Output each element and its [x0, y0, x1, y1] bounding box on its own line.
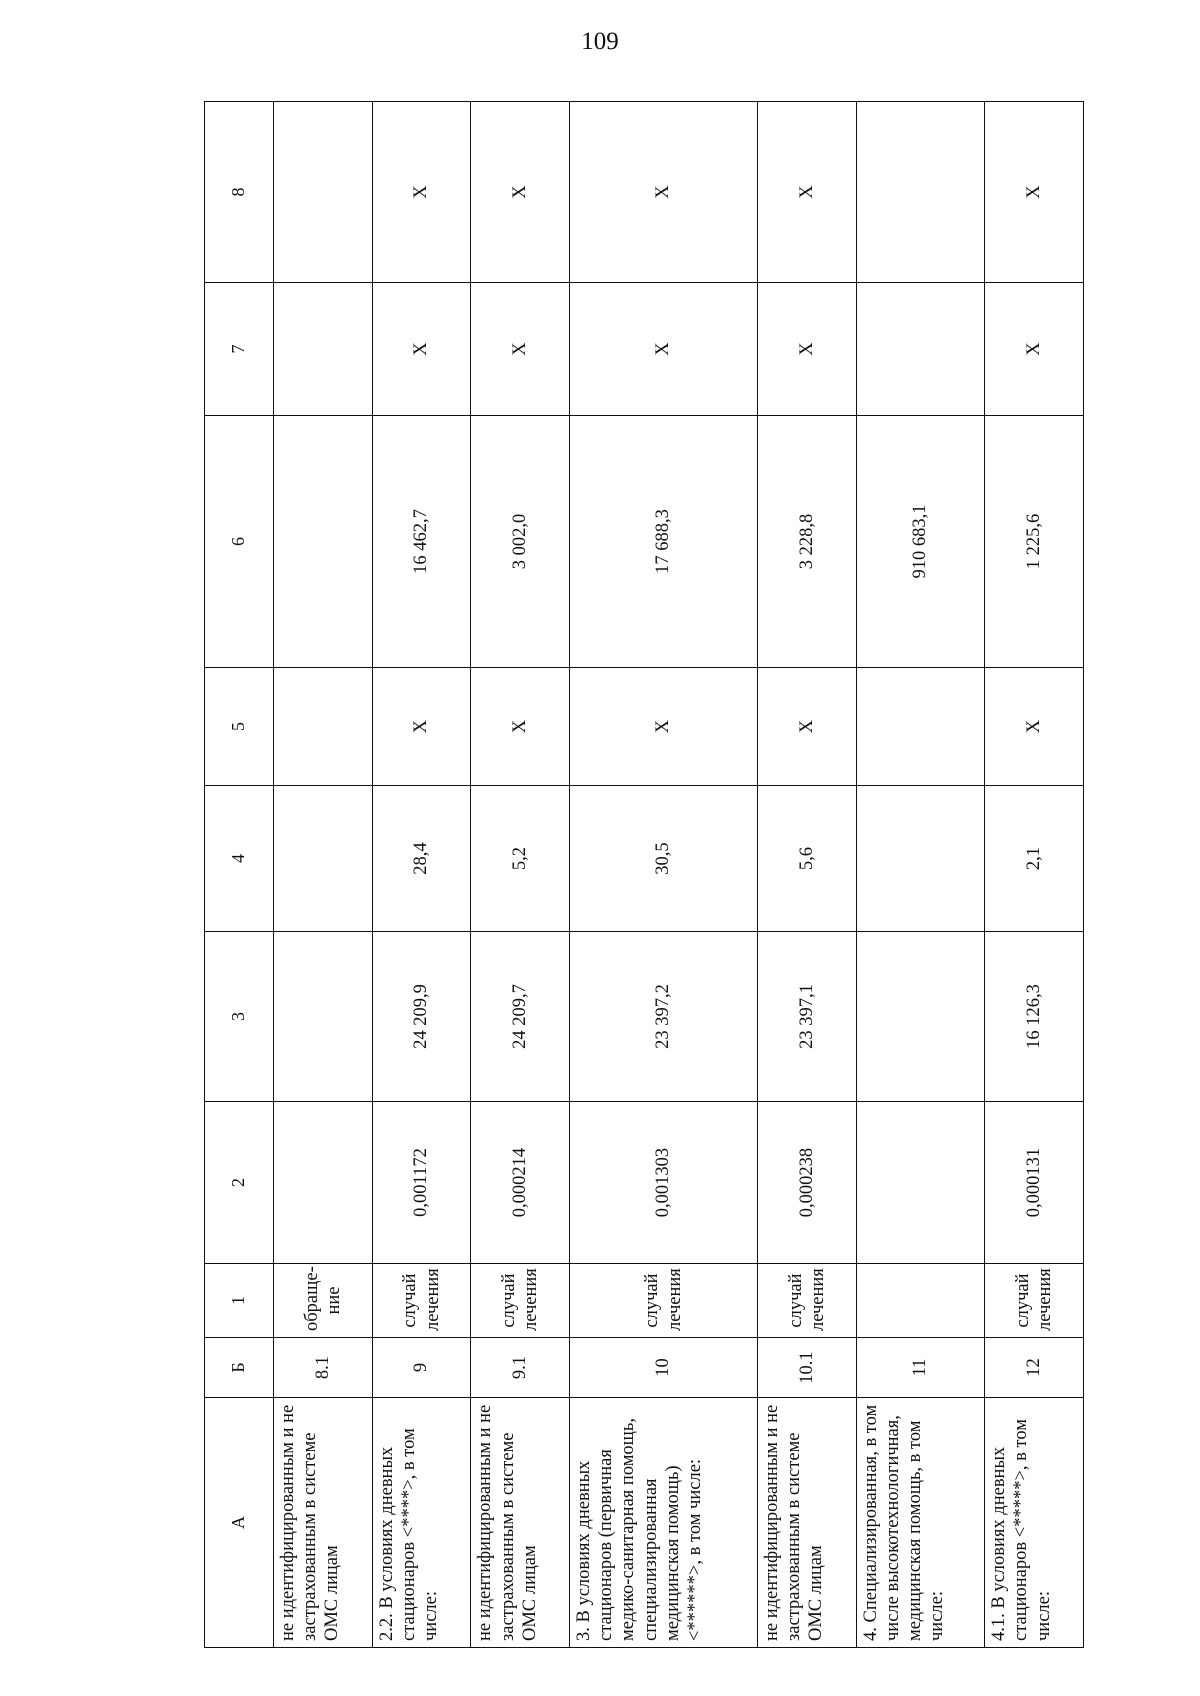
value-cell: X: [758, 102, 857, 283]
row-number: 9.1: [471, 1338, 570, 1398]
value-cell: [274, 102, 373, 283]
table-row: [985, 102, 1084, 1648]
unit-cell: случай лечения: [985, 1264, 1084, 1338]
column-header: 5: [205, 668, 274, 786]
unit-cell: обраще-ние: [274, 1264, 373, 1338]
value-cell: 23 397,2: [570, 932, 758, 1102]
value-cell: 3 002,0: [471, 416, 570, 668]
header-row: [205, 102, 274, 1648]
value-cell: X: [570, 102, 758, 283]
value-cell: X: [985, 102, 1084, 283]
value-cell: [856, 932, 984, 1102]
rotated-table-container: [204, 102, 1084, 1648]
column-header: 8: [205, 102, 274, 283]
row-description: 4.1. В условиях дневных стационаров <*****>, в том числе:: [985, 1398, 1084, 1648]
value-cell: [856, 102, 984, 283]
value-cell: 0,000131: [985, 1102, 1084, 1264]
value-cell: [274, 786, 373, 932]
page-number: 109: [581, 28, 619, 55]
unit-cell: случай лечения: [758, 1264, 857, 1338]
column-header: 7: [205, 283, 274, 416]
value-cell: 28,4: [372, 786, 471, 932]
value-cell: 2,1: [985, 786, 1084, 932]
column-header: 3: [205, 932, 274, 1102]
row-number: 10: [570, 1338, 758, 1398]
value-cell: [856, 668, 984, 786]
value-cell: 24 209,9: [372, 932, 471, 1102]
value-cell: [856, 283, 984, 416]
row-number: 11: [856, 1338, 984, 1398]
value-cell: [274, 416, 373, 668]
table-row: [471, 102, 570, 1648]
value-cell: 16 462,7: [372, 416, 471, 668]
value-cell: X: [985, 283, 1084, 416]
value-cell: 16 126,3: [985, 932, 1084, 1102]
row-description: не идентифицированным и не застрахованным в системе ОМС лицам: [274, 1398, 373, 1648]
value-cell: X: [758, 668, 857, 786]
value-cell: [856, 1102, 984, 1264]
table-row: [274, 102, 373, 1648]
column-header: Б: [205, 1338, 274, 1398]
value-cell: 23 397,1: [758, 932, 857, 1102]
value-cell: X: [758, 283, 857, 416]
unit-cell: [856, 1264, 984, 1338]
value-cell: 5,6: [758, 786, 857, 932]
column-header: А: [205, 1398, 274, 1648]
value-cell: 5,2: [471, 786, 570, 932]
column-header: 2: [205, 1102, 274, 1264]
value-cell: X: [471, 102, 570, 283]
value-cell: 3 228,8: [758, 416, 857, 668]
value-cell: 910 683,1: [856, 416, 984, 668]
table-row: [372, 102, 471, 1648]
value-cell: 30,5: [570, 786, 758, 932]
value-cell: X: [985, 668, 1084, 786]
value-cell: [274, 1102, 373, 1264]
value-cell: X: [471, 283, 570, 416]
row-number: 12: [985, 1338, 1084, 1398]
value-cell: 24 209,7: [471, 932, 570, 1102]
table-row: [758, 102, 857, 1648]
row-description: не идентифицированным и не застрахованным в системе ОМС лицам: [471, 1398, 570, 1648]
column-header: 6: [205, 416, 274, 668]
row-number: 9: [372, 1338, 471, 1398]
row-description: не идентифицированным и не застрахованным в системе ОМС лицам: [758, 1398, 857, 1648]
value-cell: X: [471, 668, 570, 786]
value-cell: 17 688,3: [570, 416, 758, 668]
unit-cell: случай лечения: [471, 1264, 570, 1338]
column-header: 4: [205, 786, 274, 932]
value-cell: 0,000238: [758, 1102, 857, 1264]
value-cell: X: [372, 668, 471, 786]
value-cell: [274, 668, 373, 786]
row-description: 2.2. В условиях дневных стационаров <****>, в том числе:: [372, 1398, 471, 1648]
value-cell: X: [570, 283, 758, 416]
value-cell: [274, 283, 373, 416]
row-number: 10.1: [758, 1338, 857, 1398]
value-cell: [856, 786, 984, 932]
table-row: [856, 102, 984, 1648]
row-description: 4. Специализированная, в том числе высокотехнологичная, медицинская помощь, в том числе:: [856, 1398, 984, 1648]
value-cell: X: [372, 283, 471, 416]
value-cell: 0,000214: [471, 1102, 570, 1264]
value-cell: X: [372, 102, 471, 283]
unit-cell: случай лечения: [372, 1264, 471, 1338]
value-cell: X: [570, 668, 758, 786]
unit-cell: случай лечения: [570, 1264, 758, 1338]
table-row: [570, 102, 758, 1648]
row-number: 8.1: [274, 1338, 373, 1398]
column-header: 1: [205, 1264, 274, 1338]
financing-table: [204, 101, 1084, 1648]
value-cell: 0,001172: [372, 1102, 471, 1264]
value-cell: 0,001303: [570, 1102, 758, 1264]
row-description: 3. В условиях дневных стационаров (первичная медико-санитарная помощь, специализированная медицинская помощь) <******>, в том числе:: [570, 1398, 758, 1648]
value-cell: 1 225,6: [985, 416, 1084, 668]
value-cell: [274, 932, 373, 1102]
